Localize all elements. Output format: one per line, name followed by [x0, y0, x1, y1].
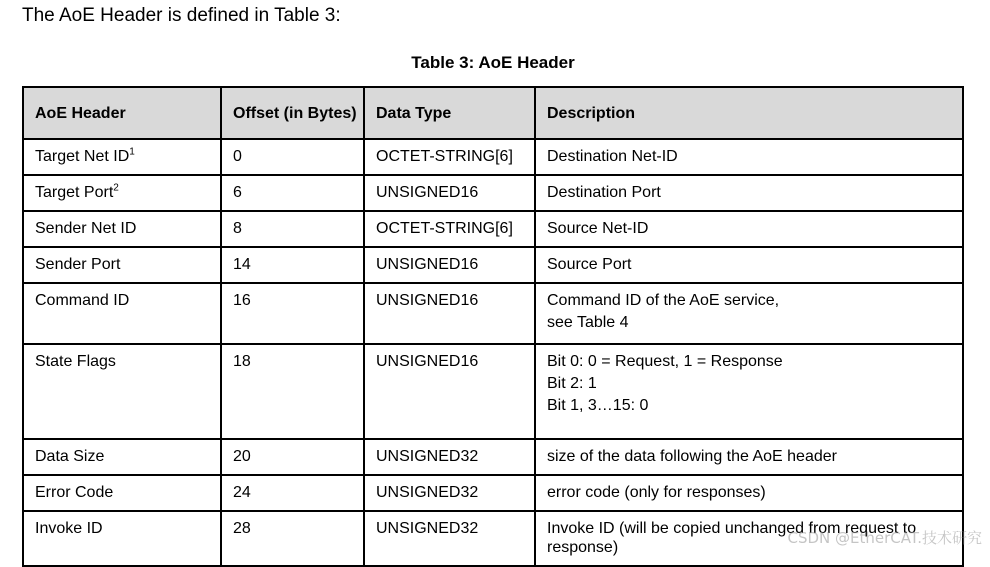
cell-data-type: UNSIGNED16 — [364, 247, 535, 283]
header-aoe-header: AoE Header — [23, 87, 221, 139]
cell-offset: 16 — [221, 283, 364, 344]
cell-offset: 14 — [221, 247, 364, 283]
description-line: see Table 4 — [547, 314, 629, 331]
cell-data-type: UNSIGNED32 — [364, 475, 535, 511]
cell-offset: 8 — [221, 211, 364, 247]
table-row — [23, 475, 963, 511]
field-name: State Flags — [35, 353, 116, 370]
field-name: Target Port — [35, 184, 114, 201]
cell-offset: 0 — [221, 139, 364, 175]
description-line: Source Port — [547, 256, 632, 273]
cell-data-type: UNSIGNED32 — [364, 439, 535, 475]
footnote-marker: 2 — [113, 182, 119, 194]
field-name: Error Code — [35, 484, 114, 501]
cell-offset: 18 — [221, 344, 364, 439]
field-name: Sender Net ID — [35, 220, 137, 237]
description-line: Source Net-ID — [547, 220, 649, 237]
cell-field-name — [23, 247, 221, 283]
cell-description — [535, 475, 963, 511]
cell-field-name — [23, 439, 221, 475]
cell-description — [535, 175, 963, 211]
cell-data-type: OCTET-STRING[6] — [364, 211, 535, 247]
field-name: Target Net ID — [35, 148, 130, 165]
table-row — [23, 344, 963, 439]
cell-field-name — [23, 511, 221, 566]
description-line: Invoke ID (will be copied unchanged from request to response) — [547, 520, 917, 556]
cell-field-name — [23, 139, 221, 175]
description-line: size of the data following the AoE header — [547, 448, 837, 465]
cell-offset: 28 — [221, 511, 364, 566]
cell-data-type: UNSIGNED16 — [364, 175, 535, 211]
description-line: Bit 2: 1 — [547, 375, 597, 392]
cell-field-name — [23, 475, 221, 511]
header-data-type: Data Type — [364, 87, 535, 139]
cell-data-type: UNSIGNED16 — [364, 283, 535, 344]
cell-data-type: OCTET-STRING[6] — [364, 139, 535, 175]
cell-description — [535, 247, 963, 283]
description-line: Bit 1, 3…15: 0 — [547, 397, 649, 414]
aoe-header-table — [22, 86, 964, 567]
watermark: CSDN @EtherCAT.技术研究 — [787, 529, 982, 547]
cell-field-name — [23, 283, 221, 344]
table-body — [23, 139, 963, 566]
table-row — [23, 439, 963, 475]
table-row — [23, 175, 963, 211]
header-description: Description — [535, 87, 963, 139]
intro-text: The AoE Header is defined in Table 3: — [22, 5, 341, 26]
description-line: error code (only for responses) — [547, 484, 766, 501]
cell-data-type: UNSIGNED16 — [364, 344, 535, 439]
cell-field-name — [23, 211, 221, 247]
field-name: Data Size — [35, 448, 105, 465]
table-row — [23, 139, 963, 175]
header-offset: Offset (in Bytes) — [221, 87, 364, 139]
field-name: Sender Port — [35, 256, 121, 273]
cell-description — [535, 283, 963, 344]
cell-description — [535, 139, 963, 175]
field-name: Invoke ID — [35, 520, 103, 537]
cell-field-name — [23, 344, 221, 439]
description-line: Destination Port — [547, 184, 661, 201]
description-line: Command ID of the AoE service, — [547, 292, 780, 309]
cell-offset: 6 — [221, 175, 364, 211]
cell-offset: 24 — [221, 475, 364, 511]
cell-data-type: UNSIGNED32 — [364, 511, 535, 566]
cell-description — [535, 344, 963, 439]
table-caption: Table 3: AoE Header — [411, 53, 575, 72]
description-line: Destination Net-ID — [547, 148, 678, 165]
table-row — [23, 211, 963, 247]
table-header-row — [23, 87, 963, 139]
cell-offset: 20 — [221, 439, 364, 475]
table-row — [23, 247, 963, 283]
footnote-marker: 1 — [129, 146, 135, 158]
field-name: Command ID — [35, 292, 130, 309]
table-row — [23, 283, 963, 344]
cell-description — [535, 439, 963, 475]
cell-field-name — [23, 175, 221, 211]
description-line: Bit 0: 0 = Request, 1 = Response — [547, 353, 783, 370]
cell-description — [535, 211, 963, 247]
